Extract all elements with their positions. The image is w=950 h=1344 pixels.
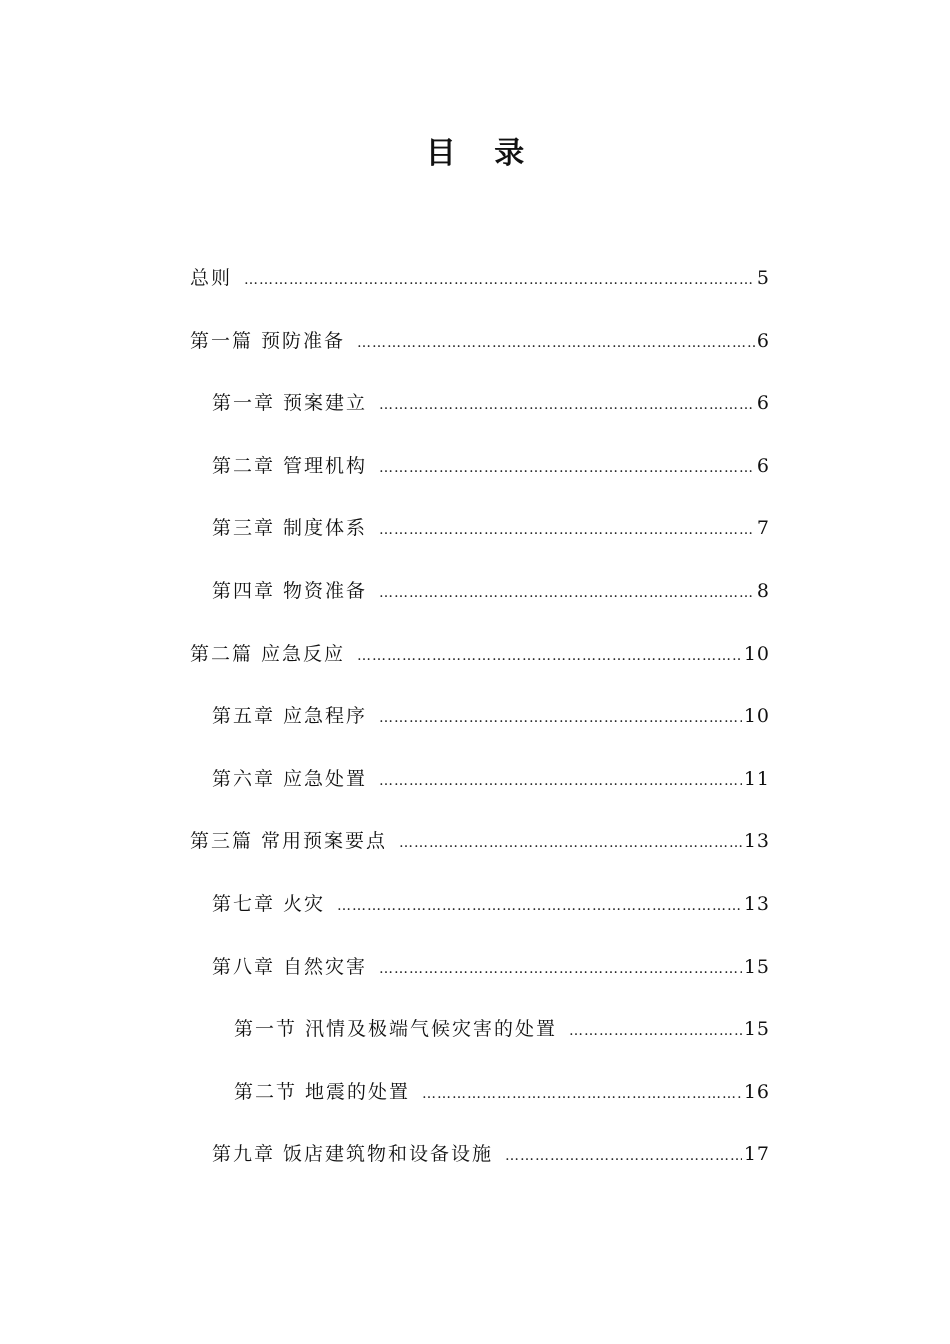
toc-page-number: 6 bbox=[756, 329, 770, 352]
toc-entry[interactable] bbox=[190, 1134, 770, 1197]
toc-page-number: 13 bbox=[743, 892, 770, 915]
toc-entry-label: 第五章 应急程序 bbox=[212, 705, 368, 728]
toc-dot-leader bbox=[337, 886, 742, 926]
toc-entry[interactable] bbox=[190, 696, 770, 759]
toc-dot-leader bbox=[379, 761, 742, 801]
toc-entry-label: 第六章 应急处置 bbox=[212, 767, 368, 790]
toc-page-number: 8 bbox=[756, 579, 770, 602]
toc-entry-label: 第一节 汛情及极端气候灾害的处置 bbox=[234, 1018, 558, 1041]
toc-entry[interactable] bbox=[190, 1009, 770, 1072]
toc-entry-label: 第九章 饭店建筑物和设备设施 bbox=[212, 1143, 494, 1166]
toc-dot-leader bbox=[357, 323, 755, 363]
toc-entry-label: 第一章 预案建立 bbox=[212, 392, 368, 415]
toc-page-number: 5 bbox=[756, 267, 770, 289]
toc-entry-label: 总则 bbox=[190, 267, 233, 289]
toc-page-number: 15 bbox=[743, 955, 770, 978]
toc-entry[interactable] bbox=[190, 321, 770, 384]
toc-dot-leader bbox=[357, 636, 742, 676]
toc-page-number: 11 bbox=[743, 767, 770, 790]
toc-entry[interactable] bbox=[190, 821, 770, 884]
toc-entry[interactable] bbox=[190, 884, 770, 947]
toc-page-number: 15 bbox=[743, 1018, 770, 1041]
toc-entry-label: 第四章 物资准备 bbox=[212, 579, 368, 602]
toc-dot-leader bbox=[422, 1074, 742, 1114]
toc-entry[interactable] bbox=[190, 634, 770, 697]
toc-entry[interactable] bbox=[190, 1072, 770, 1135]
toc-entry[interactable] bbox=[190, 571, 770, 634]
toc-page-number: 10 bbox=[743, 642, 770, 665]
toc-page-number: 6 bbox=[756, 392, 770, 415]
toc-entry-label: 第二章 管理机构 bbox=[212, 454, 368, 477]
toc-dot-leader bbox=[569, 1011, 742, 1051]
toc-entry-label: 第七章 火灾 bbox=[212, 892, 326, 915]
toc-list bbox=[190, 258, 770, 1197]
toc-entry[interactable] bbox=[190, 508, 770, 571]
toc-page-number: 7 bbox=[756, 517, 770, 540]
toc-dot-leader bbox=[399, 823, 742, 863]
toc-entry-label: 第二篇 应急反应 bbox=[190, 642, 346, 665]
toc-page-number: 10 bbox=[743, 705, 770, 728]
toc-dot-leader bbox=[379, 573, 755, 613]
toc-title: 目 录 bbox=[425, 136, 539, 171]
toc-dot-leader bbox=[379, 698, 742, 738]
toc-entry[interactable] bbox=[190, 446, 770, 509]
toc-dot-leader bbox=[379, 448, 755, 488]
toc-entry-label: 第三篇 常用预案要点 bbox=[190, 830, 388, 853]
toc-dot-leader bbox=[244, 260, 755, 300]
toc-entry[interactable] bbox=[190, 258, 770, 321]
toc-page-number: 17 bbox=[743, 1143, 770, 1166]
toc-page-number: 6 bbox=[756, 454, 770, 477]
toc-entry[interactable] bbox=[190, 759, 770, 822]
toc-entry-label: 第八章 自然灾害 bbox=[212, 955, 368, 978]
toc-entry[interactable] bbox=[190, 383, 770, 446]
toc-dot-leader bbox=[505, 1136, 742, 1176]
toc-page-number: 13 bbox=[743, 830, 770, 853]
toc-entry-label: 第三章 制度体系 bbox=[212, 517, 368, 540]
toc-entry-label: 第一篇 预防准备 bbox=[190, 329, 346, 352]
toc-page-number: 16 bbox=[743, 1080, 770, 1103]
toc-dot-leader bbox=[379, 510, 755, 550]
toc-dot-leader bbox=[379, 385, 755, 425]
toc-entry[interactable] bbox=[190, 947, 770, 1010]
toc-dot-leader bbox=[379, 949, 742, 989]
toc-entry-label: 第二节 地震的处置 bbox=[234, 1080, 411, 1103]
